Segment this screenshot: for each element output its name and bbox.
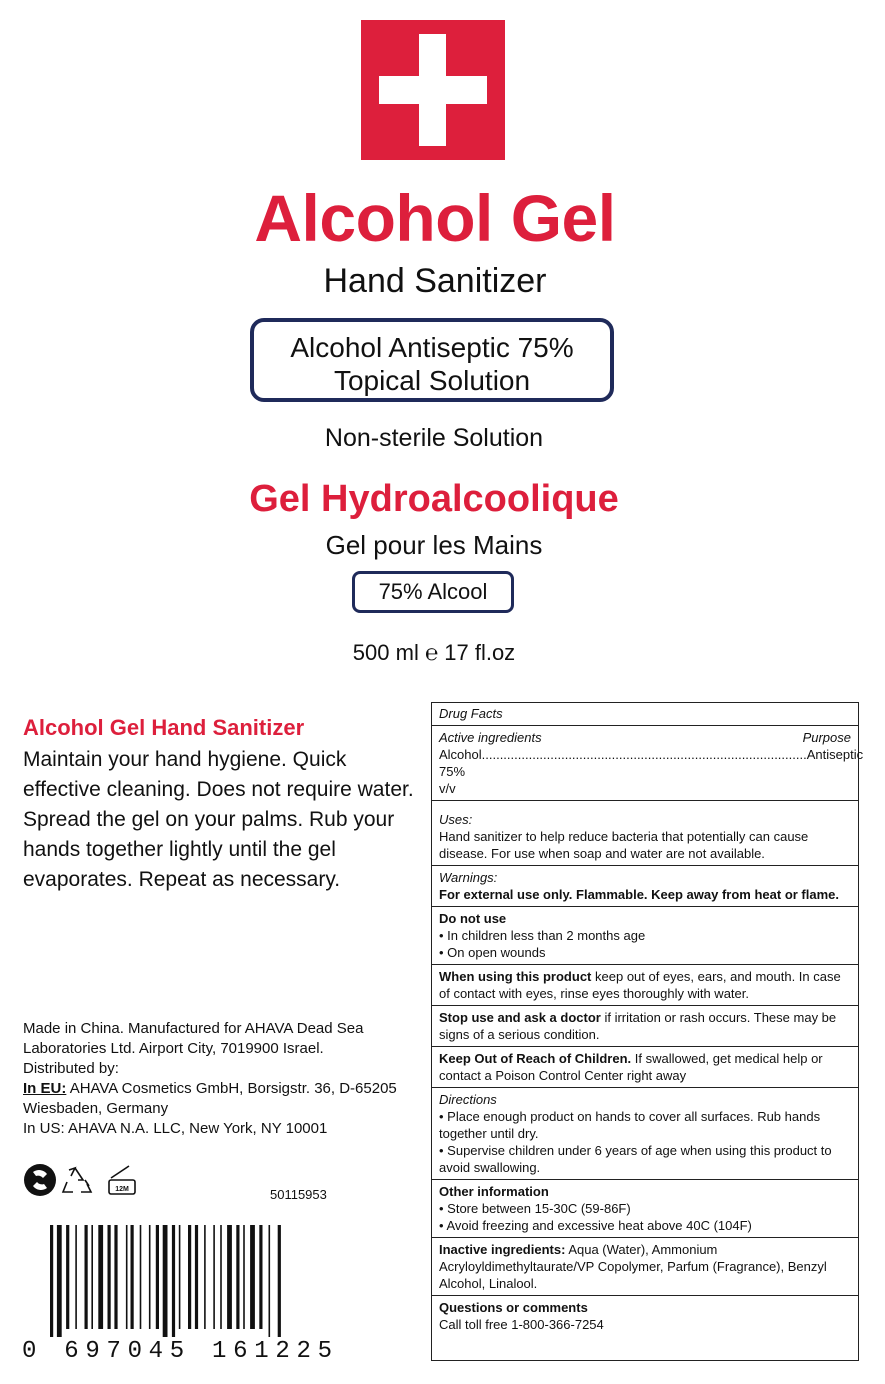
directions-section xyxy=(432,1088,858,1180)
barcode-bar xyxy=(227,1225,232,1329)
inactive-label: Inactive ingredients: xyxy=(439,1242,566,1257)
french-title: Gel Hydroalcoolique xyxy=(249,478,619,520)
left-heading: Alcohol Gel Hand Sanitizer xyxy=(23,715,305,740)
do-not-use-item: • In children less than 2 months age xyxy=(439,928,646,943)
barcode-bar xyxy=(179,1225,181,1329)
when-using-label: When using this product xyxy=(439,969,592,984)
barcode-digits: 0 697045 161225 xyxy=(22,1338,332,1365)
barcode-bar xyxy=(57,1225,62,1337)
barcode-bar xyxy=(140,1225,142,1329)
distributed-by: Distributed by: xyxy=(23,1060,119,1077)
when-using-section xyxy=(432,965,858,1006)
product-subtitle: Hand Sanitizer xyxy=(323,262,547,300)
green-dot-icon xyxy=(24,1164,56,1196)
barcode-bar xyxy=(85,1225,88,1329)
active-label: Active ingredients xyxy=(439,730,542,745)
warnings-section xyxy=(432,866,858,907)
barcode-bar xyxy=(126,1225,128,1329)
cross-horizontal-bar xyxy=(379,76,487,104)
product-title: Alcohol Gel xyxy=(254,181,616,255)
barcode xyxy=(22,1225,334,1365)
recycle-icon xyxy=(63,1168,91,1192)
barcode-bar xyxy=(188,1225,191,1329)
stop-use-label: Stop use and ask a doctor xyxy=(439,1010,601,1025)
eu-label: In EU: xyxy=(23,1080,67,1097)
barcode-bar xyxy=(195,1225,198,1329)
barcode-bar xyxy=(131,1225,134,1329)
red-cross-logo xyxy=(361,20,505,160)
purpose-label: Purpose xyxy=(802,730,851,745)
inactive-text: Aqua (Water), Ammonium Acryloyldimethyltaurate/VP Copolymer, Parfum (Fragrance), Benzyl Alcohol, Linalool. xyxy=(439,1242,827,1291)
when-using-text: keep out of eyes, ears, and mouth. In case of contact with eyes, rinse eyes thoroughly with water. xyxy=(439,969,841,1001)
other-info-item: • Avoid freezing and excessive heat above 40C (104F) xyxy=(439,1218,752,1233)
antiseptic-line1: Alcohol Antiseptic 75% xyxy=(290,332,574,363)
active-ingredients-section xyxy=(432,726,864,801)
uses-section xyxy=(432,801,858,866)
keep-out-label: Keep Out of Reach of Children. xyxy=(439,1051,632,1066)
uses-label: Uses: xyxy=(439,812,473,827)
barcode-bar xyxy=(156,1225,159,1329)
product-code: 50115953 xyxy=(270,1187,327,1202)
keep-out-text: If swallowed, get medical help or contact a Poison Control Center right away xyxy=(439,1051,823,1083)
barcode-bar xyxy=(250,1225,255,1329)
stop-use-text: if irritation or rash occurs. These may be signs of a serious condition. xyxy=(439,1010,837,1042)
do-not-use-item: • On open wounds xyxy=(439,945,546,960)
barcode-bar xyxy=(259,1225,262,1329)
barcode-bar xyxy=(243,1225,245,1329)
questions-text: Call toll free 1-800-366-7254 xyxy=(439,1317,604,1332)
warnings-label: Warnings: xyxy=(439,870,498,885)
keep-out-section xyxy=(432,1047,858,1088)
other-info-label: Other information xyxy=(439,1184,549,1199)
uses-text: Hand sanitizer to help reduce bacteria that potentially can cause disease. For use when soap and water are not available. xyxy=(439,829,809,861)
other-info-section xyxy=(432,1180,858,1238)
barcode-bar xyxy=(204,1225,206,1329)
barcode-bar xyxy=(98,1225,103,1329)
barcode-bar xyxy=(236,1225,239,1329)
pao-label: 12M xyxy=(115,1186,129,1193)
stop-use-section xyxy=(432,1006,858,1047)
barcode-bar xyxy=(269,1225,271,1337)
barcode-bar xyxy=(108,1225,111,1329)
do-not-use-section xyxy=(432,907,858,965)
barcode-bar xyxy=(91,1225,93,1329)
purpose-value: Antiseptic xyxy=(806,747,864,762)
questions-section xyxy=(432,1296,858,1336)
drug-facts-header: Drug Facts xyxy=(432,703,858,726)
active-ingredient: Alcohol 75% v/v xyxy=(439,747,482,796)
alcohol-percent-box: 75% Alcool xyxy=(352,571,514,613)
other-info-item: • Store between 15-30C (59-86F) xyxy=(439,1201,631,1216)
barcode-bar xyxy=(172,1225,175,1337)
french-subtitle: Gel pour les Mains xyxy=(325,530,543,560)
directions-label: Directions xyxy=(439,1092,497,1107)
inactive-ingredients-section xyxy=(432,1238,858,1296)
antiseptic-line2: Topical Solution xyxy=(333,365,531,396)
nonsterile-text: Non-sterile Solution xyxy=(324,424,544,452)
barcode-bar xyxy=(213,1225,215,1329)
barcode-bar xyxy=(50,1225,53,1337)
barcode-bar xyxy=(149,1225,151,1329)
directions-item: • Supervise children under 6 years of age when using this product to avoid swallowing. xyxy=(439,1143,832,1175)
eu-text: AHAVA Cosmetics GmbH, Borsigstr. 36, D-65205 Wiesbaden, Germany xyxy=(23,1080,397,1117)
do-not-use-label: Do not use xyxy=(439,911,507,926)
barcode-bar xyxy=(75,1225,77,1329)
barcode-bar xyxy=(278,1225,281,1337)
manufacturer-info xyxy=(23,1019,413,1139)
left-description: Maintain your hand hygiene. Quick effective cleaning. Does not require water. Spread the gel on your palms. Rub your hands together lightly until the gel evaporates. Repeat as necessary. xyxy=(23,748,414,891)
barcode-bar xyxy=(114,1225,117,1329)
antiseptic-box xyxy=(250,318,614,402)
directions-item: • Place enough product on hands to cover all surfaces. Rub hands together until dry. xyxy=(439,1109,821,1141)
mfg-line: Made in China. Manufactured for AHAVA Dead Sea Laboratories Ltd. Airport City, 7019900 Israel. xyxy=(23,1020,364,1057)
barcode-bar xyxy=(220,1225,222,1329)
barcode-bar xyxy=(66,1225,69,1329)
questions-label: Questions or comments xyxy=(439,1300,588,1315)
warnings-text: For external use only. Flammable. Keep away from heat or flame. xyxy=(439,887,839,902)
barcode-bar xyxy=(163,1225,168,1337)
eu-distributor xyxy=(23,1079,413,1119)
volume-text: 500 ml ℮ 17 fl.oz xyxy=(352,640,516,665)
us-distributor: In US: AHAVA N.A. LLC, New York, NY 10001 xyxy=(23,1120,328,1137)
packaging-symbols xyxy=(23,1160,143,1200)
drug-facts-panel xyxy=(431,702,864,1361)
dot-leader: .......................................................................................... xyxy=(481,747,807,762)
